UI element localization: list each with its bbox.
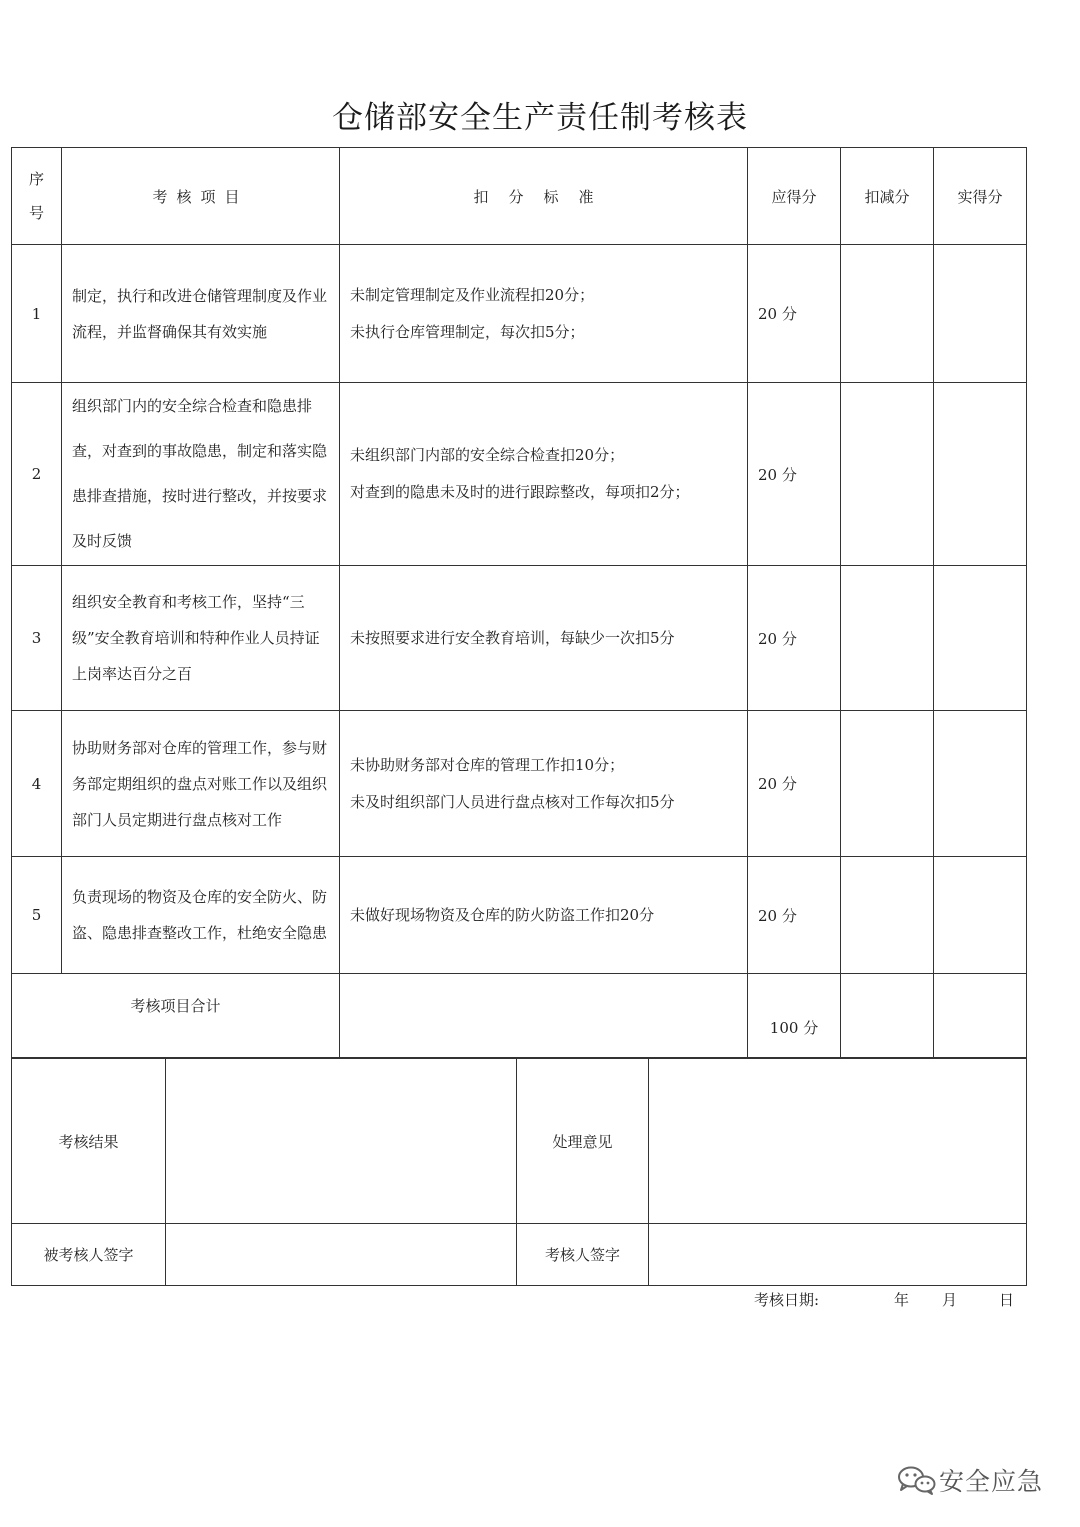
criteria-line: 未制定管理制定及作业流程扣20分； [350,285,595,304]
row-actual-score-cell[interactable] [934,711,1027,857]
page-title: 仓储部安全生产责任制考核表 [332,100,748,136]
row-item: 协助财务部对仓库的管理工作，参与财务部定期组织的盘点对账工作以及组织部门人员定期进行盘点核对工作 [62,711,340,857]
header-seq-line1: 序 [28,170,44,188]
row-deduction-cell[interactable] [841,857,934,974]
assessee-sign-field[interactable] [166,1224,517,1286]
header-row [12,148,1027,245]
watermark [895,1460,1065,1500]
assessor-sign-field[interactable] [649,1224,1027,1286]
row-actual-score-cell[interactable] [934,383,1027,566]
assessor-sign-label: 考核人签字 [517,1224,649,1286]
criteria-line: 未做好现场物资及仓库的防火防盗工作扣20分 [350,905,655,924]
table-row [12,566,1027,711]
header-actual-score: 实得分 [934,148,1027,245]
date-label: 考核日期: [754,1291,820,1309]
wechat-icon [895,1464,937,1496]
row-deduction-cell[interactable] [841,245,934,383]
row-item: 制定，执行和改进仓储管理制度及作业流程，并监督确保其有效实施 [62,245,340,383]
row-seq: 3 [12,566,62,711]
criteria-line: 未组织部门内部的安全综合检查扣20分； [350,446,625,464]
result-label: 考核结果 [12,1059,166,1224]
row-due-score: 20 分 [748,711,841,857]
opinion-field[interactable] [649,1059,1027,1224]
row-criteria [340,711,748,857]
criteria-line: 未执行仓库管理制定，每次扣5分； [350,322,585,341]
row-item: 组织安全教育和考核工作，坚持“三级”安全教育培训和特种作业人员持证上岗率达百分之百 [62,566,340,711]
criteria-line: 未协助财务部对仓库的管理工作扣10分； [350,755,625,774]
opinion-label: 处理意见 [517,1059,649,1224]
row-deduction-cell[interactable] [841,711,934,857]
row-seq: 4 [12,711,62,857]
row-deduction-cell[interactable] [841,383,934,566]
row-seq: 5 [12,857,62,974]
row-item: 负责现场的物资及仓库的安全防火、防盗、隐患排查整改工作，杜绝安全隐患 [62,857,340,974]
total-row [12,974,1027,1058]
total-deduction-cell[interactable] [841,974,934,1058]
table-row [12,711,1027,857]
watermark-text: 安全应急 [939,1467,1044,1496]
assessee-sign-label: 被考核人签字 [12,1224,166,1286]
row-due-score: 20 分 [748,245,841,383]
header-seq-line2: 号 [28,204,44,222]
row-deduction-cell[interactable] [841,566,934,711]
date-year: 年 [894,1291,910,1309]
total-actual-score-cell[interactable] [934,974,1027,1058]
header-criteria: 扣分标准 [340,148,748,245]
table-row [12,245,1027,383]
header-deduction: 扣减分 [841,148,934,245]
header-item: 考核项目 [62,148,340,245]
criteria-line: 未及时组织部门人员进行盘点核对工作每次扣5分 [350,792,675,811]
row-actual-score-cell[interactable] [934,857,1027,974]
row-actual-score-cell[interactable] [934,245,1027,383]
row-actual-score-cell[interactable] [934,566,1027,711]
row-criteria [340,245,748,383]
row-criteria [340,857,748,974]
result-row [12,1059,1027,1224]
total-criteria-cell [340,974,748,1058]
signature-table [11,1058,1027,1286]
header-due-score: 应得分 [748,148,841,245]
table-row [12,383,1027,566]
row-seq: 2 [12,383,62,566]
row-due-score: 20 分 [748,857,841,974]
signature-row [12,1224,1027,1286]
row-criteria [340,566,748,711]
total-score: 100 分 [748,974,841,1058]
row-criteria [340,383,748,566]
date-day: 日 [999,1291,1015,1309]
row-due-score: 20 分 [748,566,841,711]
assessment-table [11,147,1027,1058]
row-seq: 1 [12,245,62,383]
criteria-line: 对查到的隐患未及时的进行跟踪整改，每项扣2分； [350,483,690,501]
table-row [12,857,1027,974]
result-field[interactable] [166,1059,517,1224]
header-seq [12,148,62,245]
row-due-score: 20 分 [748,383,841,566]
criteria-line: 未按照要求进行安全教育培训，每缺少一次扣5分 [350,628,675,647]
row-item: 组织部门内的安全综合检查和隐患排查，对查到的事故隐患，制定和落实隐患排查措施，按时进行整改，并按要求及时反馈 [62,383,340,566]
date-month: 月 [942,1291,958,1309]
total-label: 考核项目合计 [12,974,340,1058]
